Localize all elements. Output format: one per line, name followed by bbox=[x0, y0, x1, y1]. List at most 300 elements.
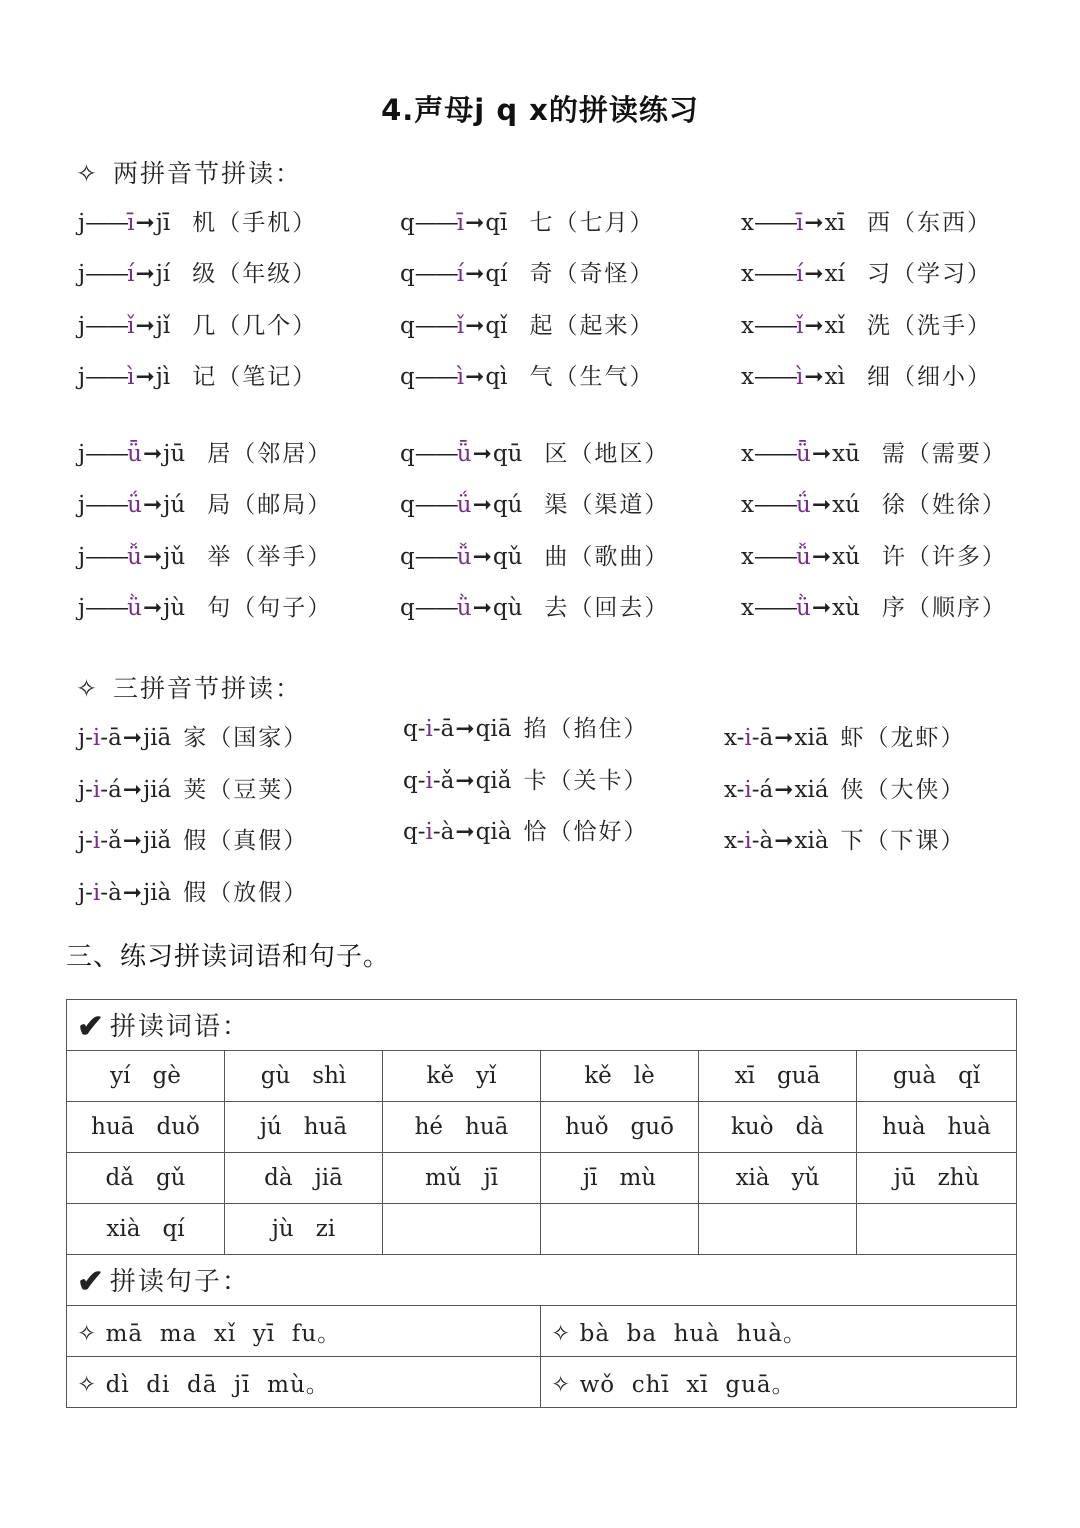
final: ǐ bbox=[795, 312, 804, 339]
character-word: 局（邮局） bbox=[207, 492, 333, 519]
pinyin-word: guà bbox=[892, 1063, 937, 1089]
initial: x bbox=[741, 210, 754, 236]
pinyin-row bbox=[741, 301, 1007, 352]
section-label: 两拼音节拼读： bbox=[112, 159, 302, 188]
dash: —— bbox=[85, 492, 128, 519]
syllable: xí bbox=[824, 261, 845, 288]
initial: x bbox=[741, 543, 754, 570]
final: ā bbox=[108, 725, 122, 751]
initial: x bbox=[741, 492, 754, 519]
syllable: jí bbox=[155, 261, 171, 288]
final: ǐ bbox=[456, 312, 465, 339]
final: ì bbox=[795, 363, 804, 390]
words-label: 拼读词语： bbox=[109, 1011, 250, 1042]
dash: —— bbox=[85, 261, 128, 288]
arrow-icon: ➞ bbox=[804, 312, 824, 339]
pinyin-word: jī bbox=[582, 1165, 598, 1191]
hyphen: - bbox=[432, 819, 441, 845]
pinyin-word: xī bbox=[734, 1063, 756, 1089]
arrow-icon: ➞ bbox=[135, 210, 155, 236]
arrow-icon: ➞ bbox=[122, 879, 143, 906]
dash: —— bbox=[753, 261, 796, 288]
pinyin-row bbox=[400, 532, 669, 583]
three-syllable-column-q bbox=[403, 704, 648, 859]
pinyin-row bbox=[78, 583, 332, 634]
sparkle-icon: ✧ bbox=[551, 1371, 572, 1398]
medial: i bbox=[92, 776, 101, 803]
pinyin-word: mǔ bbox=[424, 1165, 462, 1191]
dash: —— bbox=[85, 595, 128, 622]
word-cell bbox=[225, 1204, 383, 1255]
syllable: qù bbox=[492, 595, 523, 622]
word-cell bbox=[541, 1204, 699, 1255]
arrow-icon: ➞ bbox=[455, 716, 475, 742]
syllable: xià bbox=[794, 828, 829, 854]
dash: —— bbox=[85, 363, 128, 390]
medial: i bbox=[744, 828, 752, 854]
syllable: qǐ bbox=[485, 312, 508, 339]
hyphen: - bbox=[736, 776, 745, 803]
final: ǘ bbox=[127, 492, 142, 519]
medial: i bbox=[425, 716, 433, 742]
final: ǚ bbox=[127, 543, 142, 570]
medial: i bbox=[92, 879, 101, 906]
arrow-icon: ➞ bbox=[465, 363, 485, 390]
final: ǜ bbox=[456, 595, 472, 622]
pinyin-word: gè bbox=[152, 1063, 181, 1089]
arrow-icon: ➞ bbox=[774, 725, 794, 751]
syllable: xú bbox=[832, 492, 860, 519]
pinyin-row bbox=[724, 816, 966, 868]
pinyin-word: kě bbox=[426, 1063, 455, 1089]
hyphen: - bbox=[85, 828, 93, 854]
final: ǖ bbox=[456, 441, 472, 468]
hyphen: - bbox=[751, 828, 760, 854]
pinyin-word: xià bbox=[735, 1165, 770, 1191]
hyphen: - bbox=[432, 716, 441, 742]
initial: j bbox=[78, 879, 86, 906]
character-word: 七（七月） bbox=[529, 210, 655, 236]
initial: q bbox=[400, 492, 415, 519]
sentence-cell bbox=[541, 1306, 1017, 1357]
medial: i bbox=[744, 776, 752, 803]
pinyin-word: lè bbox=[633, 1063, 655, 1089]
syllable: jǔ bbox=[163, 543, 186, 570]
section-label: 三拼音节拼读： bbox=[112, 674, 302, 703]
pinyin-row bbox=[400, 583, 669, 634]
initial: j bbox=[78, 363, 86, 390]
final: à bbox=[440, 819, 455, 845]
sparkle-icon: ✧ bbox=[77, 1371, 98, 1398]
word-row bbox=[67, 1153, 1017, 1204]
arrow-icon: ➞ bbox=[774, 776, 794, 803]
dash: —— bbox=[753, 363, 796, 390]
dash: —— bbox=[414, 492, 457, 519]
row-gap bbox=[741, 403, 1007, 429]
three-syllable-column-x bbox=[724, 713, 966, 868]
medial: i bbox=[92, 828, 101, 854]
initial: j bbox=[78, 261, 86, 288]
arrow-icon: ➞ bbox=[122, 776, 143, 803]
section-three-syllable-heading bbox=[76, 669, 302, 705]
final: í bbox=[456, 261, 465, 288]
final: ā bbox=[440, 716, 455, 742]
initial: j bbox=[78, 312, 86, 339]
pinyin-word: dà bbox=[264, 1165, 293, 1191]
three-syllable-column-j bbox=[78, 713, 308, 919]
word-cell bbox=[541, 1051, 699, 1102]
character-word: 习（学习） bbox=[866, 261, 992, 288]
two-syllable-column-q bbox=[400, 198, 669, 634]
initial: j bbox=[78, 441, 86, 468]
character-word: 气（生气） bbox=[529, 363, 655, 390]
hyphen: - bbox=[751, 725, 760, 751]
section-two-syllable-heading bbox=[76, 154, 302, 190]
final: ā bbox=[759, 725, 774, 751]
sentences-label: 拼读句子： bbox=[109, 1266, 250, 1297]
pinyin-word: yǔ bbox=[791, 1165, 820, 1191]
character-word: 去（回去） bbox=[544, 595, 670, 622]
word-cell bbox=[541, 1102, 699, 1153]
character-word: 起（起来） bbox=[529, 312, 655, 339]
syllable: jiá bbox=[143, 776, 172, 803]
hyphen: - bbox=[100, 776, 109, 803]
pinyin-row bbox=[741, 429, 1007, 480]
pinyin-word: qǐ bbox=[958, 1063, 981, 1089]
syllable: jià bbox=[143, 879, 172, 906]
initial: j bbox=[78, 725, 86, 751]
pinyin-word: mù bbox=[619, 1165, 657, 1191]
final: í bbox=[795, 261, 804, 288]
hyphen: - bbox=[100, 828, 109, 854]
final: ǖ bbox=[127, 441, 142, 468]
final: ì bbox=[456, 363, 465, 390]
initial: q bbox=[403, 819, 418, 845]
initial: j bbox=[78, 595, 86, 622]
final: ǎ bbox=[108, 828, 122, 854]
hyphen: - bbox=[100, 725, 109, 751]
pinyin-word: huā bbox=[465, 1114, 509, 1140]
sentence-cell bbox=[67, 1306, 541, 1357]
final: ǖ bbox=[795, 441, 811, 468]
word-row bbox=[67, 1204, 1017, 1255]
hyphen: - bbox=[100, 879, 109, 906]
syllable: xù bbox=[832, 595, 860, 622]
row-gap bbox=[400, 403, 669, 429]
word-cell bbox=[225, 1153, 383, 1204]
arrow-icon: ➞ bbox=[804, 210, 824, 236]
character-word: 徐（姓徐） bbox=[881, 492, 1007, 519]
pinyin-row bbox=[400, 198, 669, 249]
final: á bbox=[108, 776, 122, 803]
pinyin-row bbox=[78, 429, 332, 480]
pinyin-row bbox=[741, 583, 1007, 634]
medial: i bbox=[425, 819, 433, 845]
pinyin-word: jū bbox=[893, 1165, 916, 1191]
character-word: 级（年级） bbox=[192, 261, 318, 288]
syllable: xiā bbox=[794, 725, 829, 751]
syllable: xǐ bbox=[824, 312, 845, 339]
character-word: 假（放假） bbox=[183, 879, 309, 906]
syllable: jū bbox=[163, 441, 186, 468]
word-cell bbox=[857, 1204, 1017, 1255]
initial: q bbox=[403, 716, 418, 742]
final: ǘ bbox=[795, 492, 811, 519]
syllable: qì bbox=[485, 363, 508, 390]
character-word: 卡（关卡） bbox=[523, 767, 649, 794]
character-word: 渠（渠道） bbox=[544, 492, 670, 519]
syllable: jiǎ bbox=[143, 828, 172, 854]
character-word: 几（几个） bbox=[192, 312, 318, 339]
final: í bbox=[127, 261, 135, 288]
pinyin-row bbox=[403, 756, 648, 808]
two-syllable-column-j bbox=[78, 198, 332, 634]
sentence-text: wǒ chī xī guā。 bbox=[579, 1371, 796, 1398]
sparkle-icon: ✧ bbox=[76, 674, 99, 703]
initial: x bbox=[724, 828, 737, 854]
dash: —— bbox=[753, 492, 796, 519]
final: ī bbox=[127, 210, 135, 236]
sentences-header bbox=[67, 1255, 1017, 1306]
character-word: 侠（大侠） bbox=[840, 776, 966, 803]
final: ì bbox=[127, 363, 135, 390]
pinyin-row bbox=[78, 765, 308, 817]
initial: q bbox=[400, 210, 415, 236]
pinyin-word: duǒ bbox=[156, 1114, 200, 1140]
initial: j bbox=[78, 543, 86, 570]
syllable: qú bbox=[492, 492, 523, 519]
word-cell bbox=[383, 1153, 541, 1204]
pinyin-word: huā bbox=[303, 1114, 348, 1140]
arrow-icon: ➞ bbox=[122, 725, 143, 751]
hyphen: - bbox=[85, 725, 93, 751]
arrow-icon: ➞ bbox=[804, 363, 824, 390]
word-cell bbox=[699, 1153, 857, 1204]
character-word: 假（真假） bbox=[183, 828, 309, 854]
word-cell bbox=[67, 1204, 225, 1255]
arrow-icon: ➞ bbox=[455, 767, 475, 794]
word-cell bbox=[67, 1153, 225, 1204]
arrow-icon: ➞ bbox=[804, 261, 824, 288]
pinyin-row bbox=[741, 249, 1007, 300]
page-title: 4.声母j q x的拼读练习 bbox=[381, 93, 699, 127]
pinyin-row bbox=[403, 807, 648, 859]
pinyin-row bbox=[78, 532, 332, 583]
hyphen: - bbox=[417, 716, 426, 742]
checkmark-icon: ✔ bbox=[77, 1006, 106, 1045]
syllable: jǐ bbox=[155, 312, 171, 339]
initial: q bbox=[400, 312, 415, 339]
arrow-icon: ➞ bbox=[465, 312, 485, 339]
word-cell bbox=[541, 1153, 699, 1204]
two-syllable-column-x bbox=[741, 198, 1007, 634]
initial: j bbox=[78, 492, 86, 519]
word-cell bbox=[857, 1102, 1017, 1153]
medial: i bbox=[744, 725, 752, 751]
syllable: xī bbox=[824, 210, 845, 236]
row-gap bbox=[78, 403, 332, 429]
word-cell bbox=[67, 1102, 225, 1153]
pinyin-word: dǎ bbox=[105, 1165, 134, 1191]
sparkle-icon: ✧ bbox=[551, 1320, 572, 1347]
pinyin-word: jù bbox=[271, 1216, 294, 1242]
hyphen: - bbox=[417, 819, 426, 845]
syllable: qǔ bbox=[492, 543, 523, 570]
character-word: 下（下课） bbox=[840, 828, 966, 854]
pinyin-word: jú bbox=[259, 1114, 282, 1140]
pinyin-word: kuò bbox=[730, 1114, 774, 1140]
final: ī bbox=[795, 210, 804, 236]
character-word: 序（顺序） bbox=[881, 595, 1007, 622]
syllable: qià bbox=[475, 819, 512, 845]
final: ǎ bbox=[440, 767, 455, 794]
word-cell bbox=[383, 1204, 541, 1255]
initial: q bbox=[403, 767, 418, 794]
pinyin-row bbox=[78, 713, 308, 765]
character-word: 居（邻居） bbox=[207, 441, 333, 468]
dash: —— bbox=[414, 543, 457, 570]
character-word: 细（细小） bbox=[866, 363, 992, 390]
arrow-icon: ➞ bbox=[135, 312, 155, 339]
character-word: 虾（龙虾） bbox=[840, 725, 966, 751]
arrow-icon: ➞ bbox=[465, 261, 485, 288]
pinyin-word: jī bbox=[483, 1165, 499, 1191]
character-word: 机（手机） bbox=[192, 210, 318, 236]
pinyin-row bbox=[78, 352, 332, 403]
pinyin-row bbox=[724, 713, 966, 765]
character-word: 洗（洗手） bbox=[866, 312, 992, 339]
dash: —— bbox=[414, 312, 457, 339]
final: á bbox=[759, 776, 774, 803]
dash: —— bbox=[85, 543, 128, 570]
pinyin-row bbox=[741, 480, 1007, 531]
word-cell bbox=[67, 1051, 225, 1102]
syllable: xū bbox=[832, 441, 860, 468]
syllable: jì bbox=[155, 363, 171, 390]
initial: q bbox=[400, 363, 415, 390]
pinyin-word: shì bbox=[312, 1063, 347, 1089]
arrow-icon: ➞ bbox=[811, 595, 832, 622]
syllable: jiā bbox=[143, 725, 172, 751]
arrow-icon: ➞ bbox=[135, 261, 155, 288]
pinyin-word: dà bbox=[795, 1114, 825, 1140]
pinyin-row bbox=[78, 301, 332, 352]
final: ǚ bbox=[456, 543, 472, 570]
pinyin-word: huā bbox=[91, 1114, 135, 1140]
pinyin-row bbox=[724, 765, 966, 817]
sparkle-icon: ✧ bbox=[77, 1320, 98, 1347]
sentence-text: bà ba huà huà。 bbox=[579, 1320, 808, 1347]
dash: —— bbox=[414, 210, 457, 236]
dash: —— bbox=[85, 312, 128, 339]
word-cell bbox=[383, 1051, 541, 1102]
final: ǐ bbox=[127, 312, 135, 339]
final: ǜ bbox=[795, 595, 811, 622]
medial: i bbox=[92, 725, 101, 751]
arrow-icon: ➞ bbox=[811, 441, 832, 468]
pinyin-word: huà bbox=[882, 1114, 926, 1140]
syllable: jú bbox=[163, 492, 186, 519]
arrow-icon: ➞ bbox=[472, 441, 492, 468]
pinyin-word: jiā bbox=[314, 1165, 343, 1191]
character-word: 掐（掐住） bbox=[523, 716, 649, 742]
arrow-icon: ➞ bbox=[811, 543, 832, 570]
character-word: 记（笔记） bbox=[192, 363, 318, 390]
sentence-cell bbox=[541, 1357, 1017, 1408]
hyphen: - bbox=[85, 879, 93, 906]
character-word: 区（地区） bbox=[544, 441, 670, 468]
word-cell bbox=[225, 1051, 383, 1102]
pinyin-word: xià bbox=[106, 1216, 141, 1242]
dash: —— bbox=[753, 595, 796, 622]
initial: j bbox=[78, 828, 86, 854]
pinyin-row bbox=[78, 868, 308, 920]
syllable: xiá bbox=[794, 776, 829, 803]
initial: x bbox=[741, 363, 754, 390]
word-cell bbox=[857, 1153, 1017, 1204]
pinyin-row bbox=[403, 704, 648, 756]
dash: —— bbox=[414, 441, 457, 468]
final: à bbox=[108, 879, 122, 906]
final: ī bbox=[456, 210, 465, 236]
dash: —— bbox=[414, 363, 457, 390]
word-cell bbox=[857, 1051, 1017, 1102]
hyphen: - bbox=[85, 776, 93, 803]
character-word: 许（许多） bbox=[881, 543, 1007, 570]
initial: x bbox=[741, 312, 754, 339]
word-cell bbox=[699, 1102, 857, 1153]
syllable: qí bbox=[485, 261, 508, 288]
hyphen: - bbox=[417, 767, 426, 794]
arrow-icon: ➞ bbox=[142, 441, 163, 468]
arrow-icon: ➞ bbox=[811, 492, 832, 519]
syllable: xì bbox=[824, 363, 845, 390]
pinyin-word: yǐ bbox=[476, 1063, 497, 1089]
character-word: 荚（豆荚） bbox=[183, 776, 309, 803]
character-word: 句（句子） bbox=[207, 595, 333, 622]
arrow-icon: ➞ bbox=[142, 595, 163, 622]
pinyin-word: hé bbox=[414, 1114, 444, 1140]
arrow-icon: ➞ bbox=[135, 363, 155, 390]
syllable: jù bbox=[163, 595, 186, 622]
final: à bbox=[759, 828, 774, 854]
dash: —— bbox=[753, 312, 796, 339]
syllable: qū bbox=[492, 441, 523, 468]
initial: x bbox=[741, 441, 754, 468]
pinyin-row bbox=[78, 198, 332, 249]
arrow-icon: ➞ bbox=[142, 543, 163, 570]
sparkle-icon: ✧ bbox=[76, 159, 99, 188]
initial: q bbox=[400, 441, 415, 468]
pinyin-word: qí bbox=[162, 1216, 185, 1242]
syllable: qiā bbox=[475, 716, 512, 742]
word-cell bbox=[699, 1051, 857, 1102]
syllable: qī bbox=[485, 210, 508, 236]
word-row bbox=[67, 1051, 1017, 1102]
pinyin-row bbox=[400, 249, 669, 300]
arrow-icon: ➞ bbox=[142, 492, 163, 519]
arrow-icon: ➞ bbox=[472, 543, 492, 570]
initial: j bbox=[78, 776, 86, 803]
character-word: 奇（奇怪） bbox=[529, 261, 655, 288]
pinyin-row bbox=[78, 480, 332, 531]
sentence-text: dì di dā jī mù。 bbox=[105, 1371, 330, 1398]
pinyin-word: zi bbox=[315, 1216, 336, 1242]
final: ǘ bbox=[456, 492, 472, 519]
final: ǚ bbox=[795, 543, 811, 570]
dash: —— bbox=[85, 441, 128, 468]
initial: x bbox=[741, 261, 754, 288]
